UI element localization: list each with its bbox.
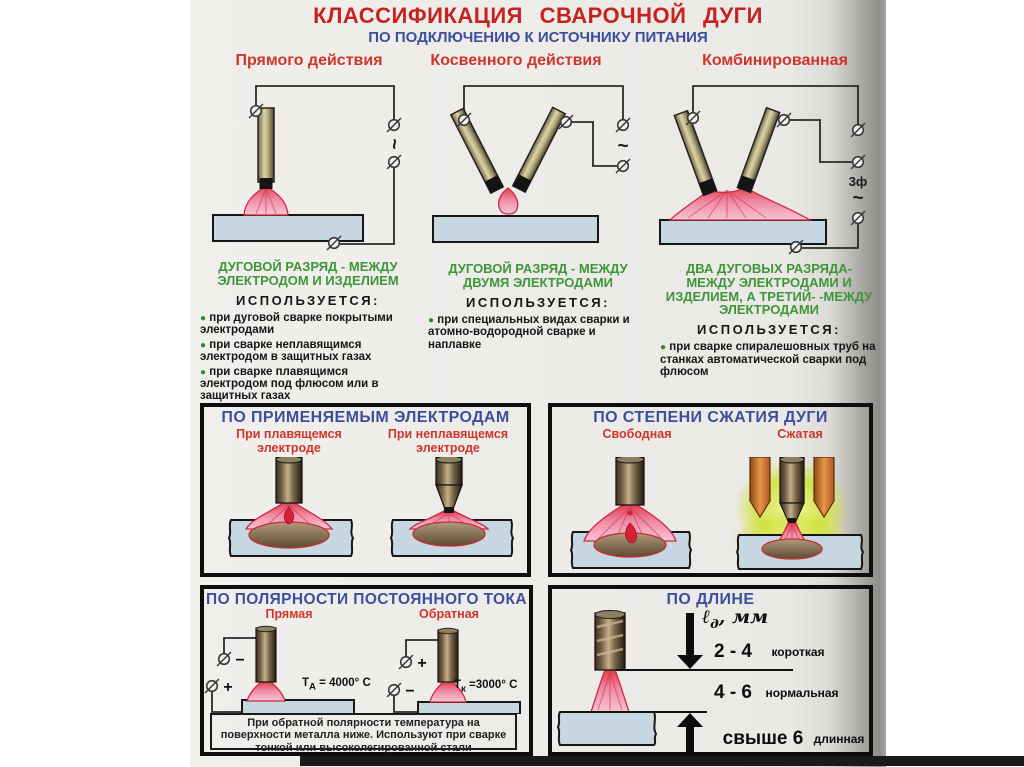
down-arrow-head — [677, 655, 703, 669]
arc-flame — [247, 682, 285, 701]
electrode-tip — [260, 178, 273, 189]
uses-heading: ИСПОЛЬЗУЕТСЯ: — [466, 294, 610, 310]
ac-symbol: ~ — [852, 188, 864, 209]
page-subtitle: ПО ПОДКЛЮЧЕНИЮ К ИСТОЧНИКУ ПИТАНИЯ — [368, 29, 708, 46]
list-item: ● при сварке плавящимся электродом под флюсом или в защитных газах — [200, 365, 379, 403]
panel-title: ПО ДЛИНЕ — [666, 591, 755, 608]
electrode-right — [737, 108, 779, 193]
column-header-indirect: Косвенного действия — [430, 52, 602, 69]
list-item: ● при специальных видах сварки и атомно-водородной сварке и наплавке — [428, 313, 630, 351]
cathode-temperature: $T_к =3000^\circ$ C — [454, 679, 518, 695]
panel-label-left: Прямая — [265, 607, 313, 621]
terminal-icon — [399, 655, 413, 669]
list-item: ● при сварке спиралешовных труб на станках автоматической сварки под флюсом — [660, 341, 876, 379]
direct-arc-diagram — [200, 78, 408, 260]
length-label: длинная — [813, 732, 865, 746]
arc-description: ДУГОВОЙ РАЗРЯД - МЕЖДУ ЭЛЕКТРОДОМ И ИЗДЕЛИЕМ — [217, 259, 399, 288]
arc-flame — [670, 187, 810, 220]
bottom-bar — [300, 756, 1024, 766]
terminal-icon — [851, 155, 865, 169]
electrode-right — [513, 107, 565, 192]
workpiece-plate — [242, 700, 354, 714]
terminal-icon — [387, 683, 401, 697]
panel-label-left: При плавящемся электроде — [236, 427, 342, 455]
uses-heading: ИСПОЛЬЗУЕТСЯ: — [236, 292, 380, 308]
workpiece-plate — [433, 216, 598, 242]
workpiece-plate — [660, 220, 826, 244]
down-arrow — [686, 613, 694, 655]
electrode-tip — [788, 518, 796, 523]
page-title: КЛАССИФИКАЦИЯ СВАРОЧНОЙ ДУГИ — [313, 3, 763, 28]
wire — [784, 120, 852, 162]
polarity-note: При обратной полярности температура на поверхности металла ниже. Используют при сварке тонкой или высоколегированной стали — [210, 713, 517, 750]
length-range: свыше 6 — [722, 728, 804, 749]
electrodes-panel — [200, 403, 531, 577]
weld-pool — [762, 539, 822, 559]
weld-pool — [249, 522, 329, 548]
terminal-icon — [205, 679, 219, 693]
list-item: ● при сварке неплавящимся электродом в защитных газах — [200, 338, 372, 364]
wire — [406, 640, 440, 656]
bullet-icon: ● — [660, 342, 667, 354]
indirect-arc-diagram — [425, 78, 655, 260]
electrode-top — [256, 626, 276, 632]
column-header-combined: Комбинированная — [702, 52, 848, 69]
panel-label-right: При неплавящемся электроде — [387, 427, 509, 455]
column-header-direct: Прямого действия — [235, 52, 383, 69]
wire — [566, 122, 617, 166]
minus-sign: − — [405, 683, 415, 700]
bullet-icon: ● — [200, 339, 207, 351]
electrode-tip — [444, 507, 454, 513]
panel-label-left: Свободная — [602, 427, 672, 441]
electrode — [256, 628, 276, 682]
compression-diagram — [552, 457, 869, 573]
panel-title: ПО ПОЛЯРНОСТИ ПОСТОЯННОГО ТОКА — [206, 591, 527, 608]
panel-title: ПО ПРИМЕНЯЕМЫМ ЭЛЕКТРОДАМ — [221, 409, 510, 426]
electrodes-diagram — [204, 457, 527, 571]
arc-flame — [499, 188, 518, 214]
plus-sign: + — [417, 655, 427, 672]
up-arrow — [686, 727, 694, 752]
terminal-icon — [851, 123, 865, 137]
electrode-top — [276, 457, 302, 463]
length-label: нормальная — [765, 686, 839, 700]
bullet-icon: ● — [200, 366, 207, 378]
column-text-combined — [660, 262, 878, 380]
terminal-icon — [616, 118, 630, 132]
up-arrow-head — [677, 713, 703, 727]
bullet-icon: ● — [200, 312, 207, 324]
column-text-direct — [200, 260, 416, 405]
terminal-icon — [387, 155, 401, 169]
ac-symbol: ~ — [383, 138, 404, 150]
length-panel — [548, 585, 873, 756]
panel-title: ПО СТЕПЕНИ СЖАТИЯ ДУГИ — [593, 409, 828, 426]
combined-arc-diagram — [648, 78, 885, 260]
wire — [464, 86, 623, 119]
electrode-top — [780, 457, 804, 463]
terminal-icon — [387, 118, 401, 132]
electrode — [616, 457, 644, 505]
electrode-top — [438, 628, 458, 634]
length-label: короткая — [771, 645, 825, 659]
terminal-icon — [616, 159, 630, 173]
uses-heading: ИСПОЛЬЗУЕТСЯ: — [697, 322, 841, 338]
electrode-top — [595, 611, 625, 619]
electrode-top — [616, 457, 644, 463]
column-text-indirect — [428, 262, 648, 353]
wire — [256, 86, 394, 119]
metal-droplet — [627, 510, 632, 515]
length-range: 2 - 4 — [713, 641, 753, 662]
arc-length-symbol: ℓ$_д$, мм — [702, 606, 769, 631]
length-range: 4 - 6 — [713, 682, 753, 703]
list-item: ● при дуговой сварке покрытыми электродами — [200, 311, 393, 337]
electrode — [438, 630, 458, 682]
plus-sign: + — [223, 679, 233, 696]
workpiece-plate — [558, 712, 656, 745]
electrode-taper — [436, 485, 462, 509]
arc-description: ДВА ДУГОВЫХ РАЗРЯДА- МЕЖДУ ЭЛЕКТРОДАМИ И ИЗДЕЛИЕМ, А ТРЕТИЙ- -МЕЖДУ ЭЛЕКТРОДАМИ — [665, 261, 873, 318]
three-phase-label: 3ф — [848, 174, 868, 189]
wire — [224, 638, 258, 653]
bullet-icon: ● — [428, 314, 435, 326]
terminal-icon — [217, 652, 231, 666]
electrode — [258, 108, 274, 182]
polarity-diagram — [204, 622, 527, 714]
arc-description: ДУГОВОЙ РАЗРЯД - МЕЖДУ ДВУМЯ ЭЛЕКТРОДАМИ — [448, 261, 628, 290]
anode-temperature: $T_А = 4000^\circ$ C — [302, 677, 371, 693]
electrode-top — [436, 457, 462, 463]
terminal-icon — [851, 211, 865, 225]
polarity-panel — [200, 585, 533, 756]
ac-symbol: ~ — [617, 136, 629, 157]
electrode — [780, 457, 804, 503]
weld-pool — [413, 522, 485, 546]
panel-label-right: Обратная — [419, 607, 479, 621]
panel-label-right: Сжатая — [777, 427, 823, 441]
minus-sign: − — [235, 652, 245, 669]
compression-panel — [548, 403, 873, 577]
melting-electrode — [276, 457, 302, 503]
